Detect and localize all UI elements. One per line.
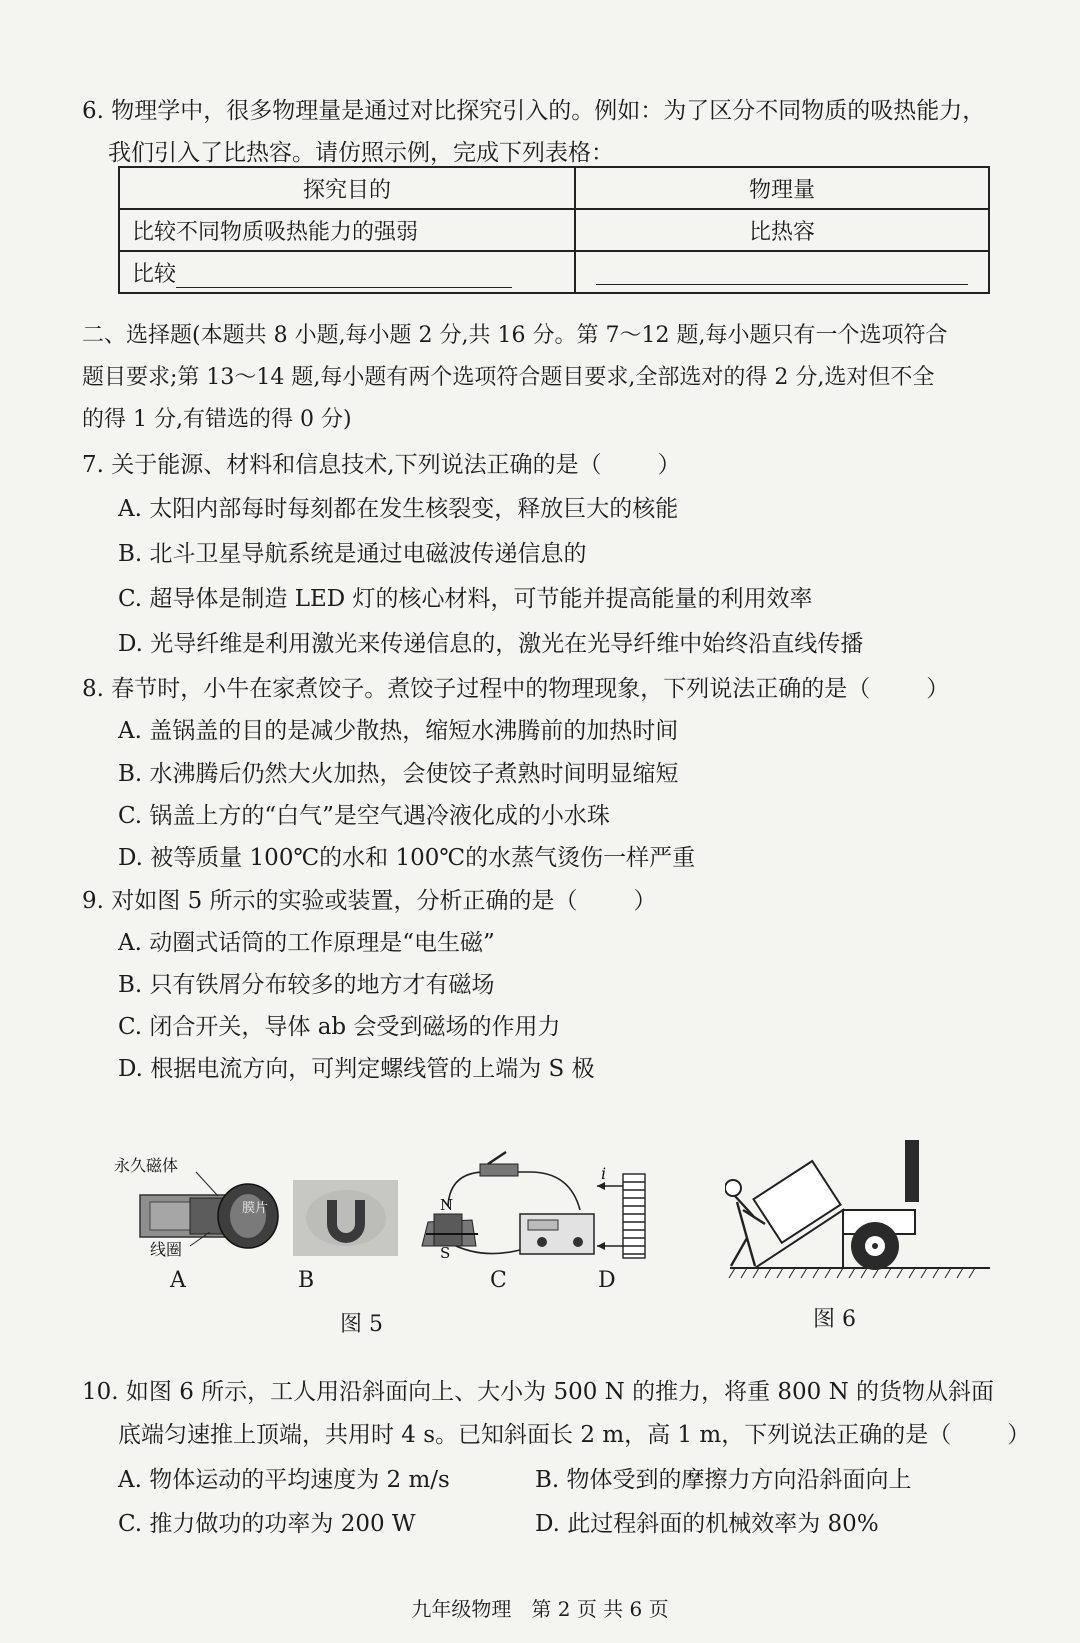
label-coil: 线圈	[150, 1240, 183, 1259]
section2-line3: 的得 1 分,有错选的得 0 分)	[82, 407, 352, 432]
q7-option-c[interactable]: C. 超导体是制造 LED 灯的核心材料，可节能并提高能量的利用效率	[118, 586, 813, 612]
q6-table	[118, 166, 990, 294]
table-row	[119, 251, 989, 293]
q8-option-b[interactable]: B. 水沸腾后仍然大火加热，会使饺子煮熟时间明显缩短	[118, 761, 679, 787]
figure5-label-d: D	[598, 1268, 616, 1293]
q10-option-c[interactable]: C. 推力做功的功率为 200 W	[118, 1511, 416, 1537]
q9-option-a[interactable]: A. 动圈式话筒的工作原理是“电生磁”	[118, 930, 495, 956]
q9-option-c[interactable]: C. 闭合开关，导体 ab 会受到磁场的作用力	[118, 1014, 561, 1040]
q6-line1: 6. 物理学中，很多物理量是通过对比探究引入的。例如：为了区分不同物质的吸热能力，	[82, 98, 986, 124]
table-header-cell: 探究目的	[119, 167, 575, 209]
q10-option-a[interactable]: A. 物体运动的平均速度为 2 m/s	[118, 1467, 450, 1493]
q7-option-d[interactable]: D. 光导纤维是利用激光来传递信息的，激光在光导纤维中始终沿直线传播	[118, 631, 864, 657]
q7-option-b[interactable]: B. 北斗卫星导航系统是通过电磁波传递信息的	[118, 541, 587, 567]
table-cell-answer-right[interactable]	[575, 251, 989, 293]
figure5-label-a: A	[170, 1268, 186, 1293]
figure6-caption: 图 6	[813, 1307, 856, 1332]
page-footer: 九年级物理 第 2 页 共 6 页	[411, 1597, 669, 1621]
figure5-a-microphone	[110, 1150, 285, 1260]
q9-option-d[interactable]: D. 根据电流方向，可判定螺线管的上端为 S 极	[118, 1056, 595, 1082]
figure5-c-circuit	[420, 1150, 610, 1260]
label-current-i: i	[601, 1164, 607, 1183]
q8-option-a[interactable]: A. 盖锅盖的目的是减少散热，缩短水沸腾前的加热时间	[118, 718, 679, 744]
q9-stem: 9. 对如图 5 所示的实验或装置，分析正确的是（ ）	[82, 888, 657, 914]
q10-option-b[interactable]: B. 物体受到的摩擦力方向沿斜面向上	[535, 1467, 912, 1493]
figure5-caption: 图 5	[340, 1312, 383, 1337]
answer-blank[interactable]	[596, 260, 968, 285]
table-header-row	[119, 167, 989, 209]
table-cell-answer-left[interactable]	[119, 251, 575, 293]
q7-stem: 7. 关于能源、材料和信息技术,下列说法正确的是（ ）	[82, 452, 681, 478]
section2-line2: 题目要求;第 13～14 题,每小题有两个选项符合题目要求,全部选对的得 2 分,选对但不全	[82, 365, 935, 390]
table-header-cell: 物理量	[575, 167, 989, 209]
table-cell: 比较不同物质吸热能力的强弱	[119, 209, 575, 251]
q8-option-c[interactable]: C. 锅盖上方的“白气”是空气遇冷液化成的小水珠	[118, 803, 610, 829]
label-pole-n: N	[440, 1196, 454, 1214]
answer-blank[interactable]	[176, 263, 512, 288]
table-cell-text: 比较	[132, 261, 177, 287]
table-row	[119, 209, 989, 251]
figure5-label-c: C	[490, 1268, 507, 1293]
q10-line1: 10. 如图 6 所示，工人用沿斜面向上、大小为 500 N 的推力，将重 800 N 的货物从斜面	[82, 1379, 995, 1405]
q9-option-b[interactable]: B. 只有铁屑分布较多的地方才有磁场	[118, 972, 495, 998]
table-cell: 比热容	[575, 209, 989, 251]
label-diaphragm: 膜片	[242, 1201, 269, 1216]
label-pole-s: S	[440, 1244, 451, 1260]
label-permanent-magnet: 永久磁体	[114, 1156, 179, 1175]
figure5-b-magnet-filings	[293, 1180, 398, 1256]
figure5-label-b: B	[298, 1268, 315, 1293]
q10-option-d[interactable]: D. 此过程斜面的机械效率为 80%	[535, 1511, 879, 1537]
section2-line1: 二、选择题(本题共 8 小题,每小题 2 分,共 16 分。第 7～12 题,每小题只有一个选项符合	[82, 323, 948, 348]
figure6-ramp	[725, 1140, 995, 1290]
q10-line2: 底端匀速推上顶端，共用时 4 s。已知斜面长 2 m，高 1 m，下列说法正确的是（ ）	[118, 1422, 1031, 1448]
q6-line2: 我们引入了比热容。请仿照示例，完成下列表格：	[108, 140, 614, 166]
q7-option-a[interactable]: A. 太阳内部每时每刻都在发生核裂变，释放巨大的核能	[118, 496, 679, 522]
figure5-d-solenoid	[595, 1164, 650, 1264]
q8-option-d[interactable]: D. 被等质量 100℃的水和 100℃的水蒸气烫伤一样严重	[118, 845, 696, 871]
q8-stem: 8. 春节时，小牛在家煮饺子。煮饺子过程中的物理现象，下列说法正确的是（ ）	[82, 676, 950, 702]
